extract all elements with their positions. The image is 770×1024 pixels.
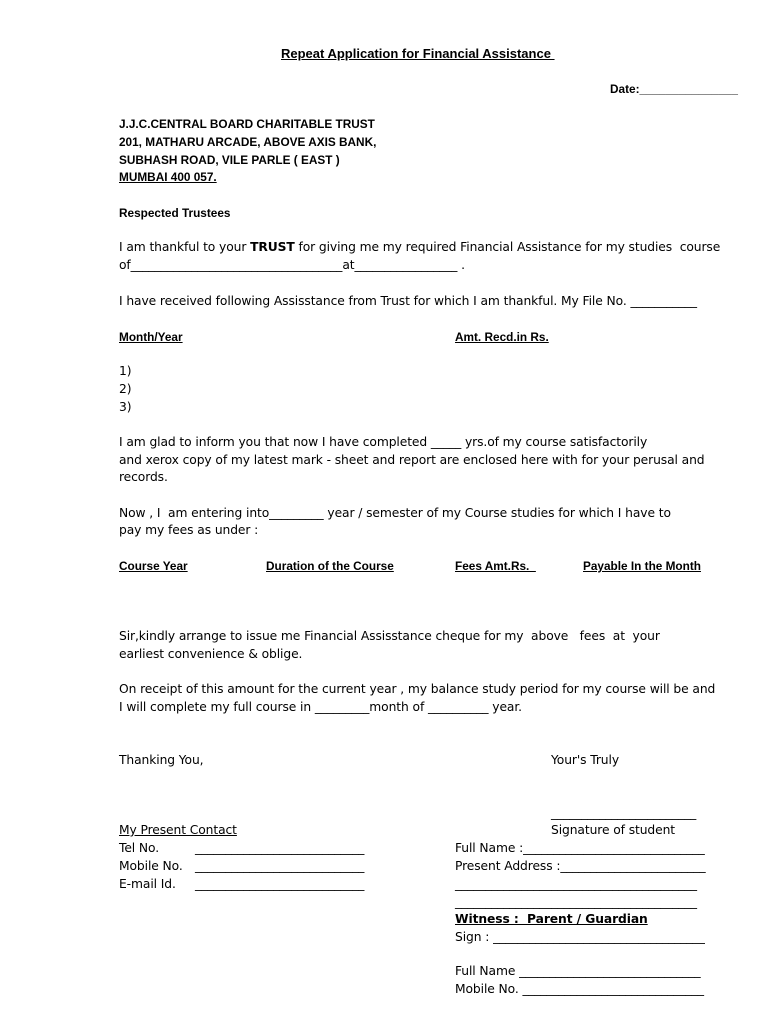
signature-line: ________________________	[551, 806, 697, 820]
para5-line2: earliest convenience & oblige.	[119, 647, 303, 661]
address-line-2: 201, MATHARU ARCADE, ABOVE AXIS BANK,	[119, 135, 377, 149]
para3-line3: records.	[119, 470, 168, 484]
para5-line1: Sir,kindly arrange to issue me Financial Assisstance cheque for my above fees at your	[119, 629, 660, 643]
para3-line1: I am glad to inform you that now I have completed _____ yrs.of my course satisfactorily	[119, 435, 648, 449]
address-line-1: J.J.C.CENTRAL BOARD CHARITABLE TRUST	[119, 117, 375, 131]
received-col-amount: Amt. Recd.in Rs.	[455, 330, 549, 344]
contact-email-blank: ____________________________	[195, 877, 365, 891]
contact-tel-blank: ____________________________	[195, 841, 365, 855]
witness-heading: Witness : Parent / Guardian	[455, 912, 648, 926]
contact-mobile-blank: ____________________________	[195, 859, 365, 873]
address-line-4: MUMBAI 400 057.	[119, 170, 217, 184]
address-line-3: SUBHASH ROAD, VILE PARLE ( EAST )	[119, 153, 340, 167]
student-present-address: Present Address :________________________	[455, 859, 706, 873]
received-col-month: Month/Year	[119, 330, 183, 344]
witness-sign: Sign : ___________________________________	[455, 930, 705, 944]
closing-yours-truly: Your's Truly	[551, 753, 619, 767]
salutation: Respected Trustees	[119, 206, 231, 220]
para6-line2: I will complete my full course in _________month of __________ year.	[119, 700, 522, 714]
para1-pre: I am thankful to your	[119, 240, 251, 254]
fees-col-course-year: Course Year	[119, 559, 188, 573]
witness-full-name: Full Name ______________________________	[455, 964, 701, 978]
para1-line2: of___________________________________at_________________ .	[119, 258, 465, 272]
signature-label: Signature of student	[551, 823, 676, 837]
contact-tel-label: Tel No.	[119, 841, 160, 855]
fees-col-amount: Fees Amt.Rs.	[455, 559, 536, 573]
contact-email-label: E-mail Id.	[119, 877, 176, 891]
student-full-name: Full Name :______________________________	[455, 841, 705, 855]
date-field: Date:_______________	[610, 82, 738, 96]
closing-thanking: Thanking You,	[119, 753, 204, 767]
contact-heading: My Present Contact	[119, 823, 237, 837]
fees-col-duration: Duration of the Course	[266, 559, 394, 573]
received-row-1: 1)	[119, 364, 132, 378]
para4-line2: pay my fees as under :	[119, 523, 259, 537]
contact-mobile-label: Mobile No.	[119, 859, 183, 873]
received-row-2: 2)	[119, 382, 132, 396]
student-address-blank-1: ________________________________________	[455, 877, 697, 891]
student-address-blank-2: ________________________________________	[455, 895, 697, 909]
para3-line2: and xerox copy of my latest mark - sheet and report are enclosed here with for your perusal and	[119, 453, 705, 467]
para2: I have received following Assisstance from Trust for which I am thankful. My File No. ___________	[119, 294, 697, 308]
witness-mobile: Mobile No. ______________________________	[455, 982, 704, 996]
para1-trust: TRUST	[250, 240, 295, 254]
page-title: Repeat Application for Financial Assistance	[281, 46, 555, 61]
para4-line1: Now , I am entering into_________ year / semester of my Course studies for which I have to	[119, 506, 671, 520]
fees-col-payable: Payable In the Month	[583, 559, 701, 573]
para1-post: for giving me my required Financial Assistance for my studies course	[294, 240, 721, 254]
para1-line1	[119, 238, 720, 256]
received-row-3: 3)	[119, 400, 132, 414]
para6-line1: On receipt of this amount for the current year , my balance study period for my course will be and	[119, 682, 716, 696]
